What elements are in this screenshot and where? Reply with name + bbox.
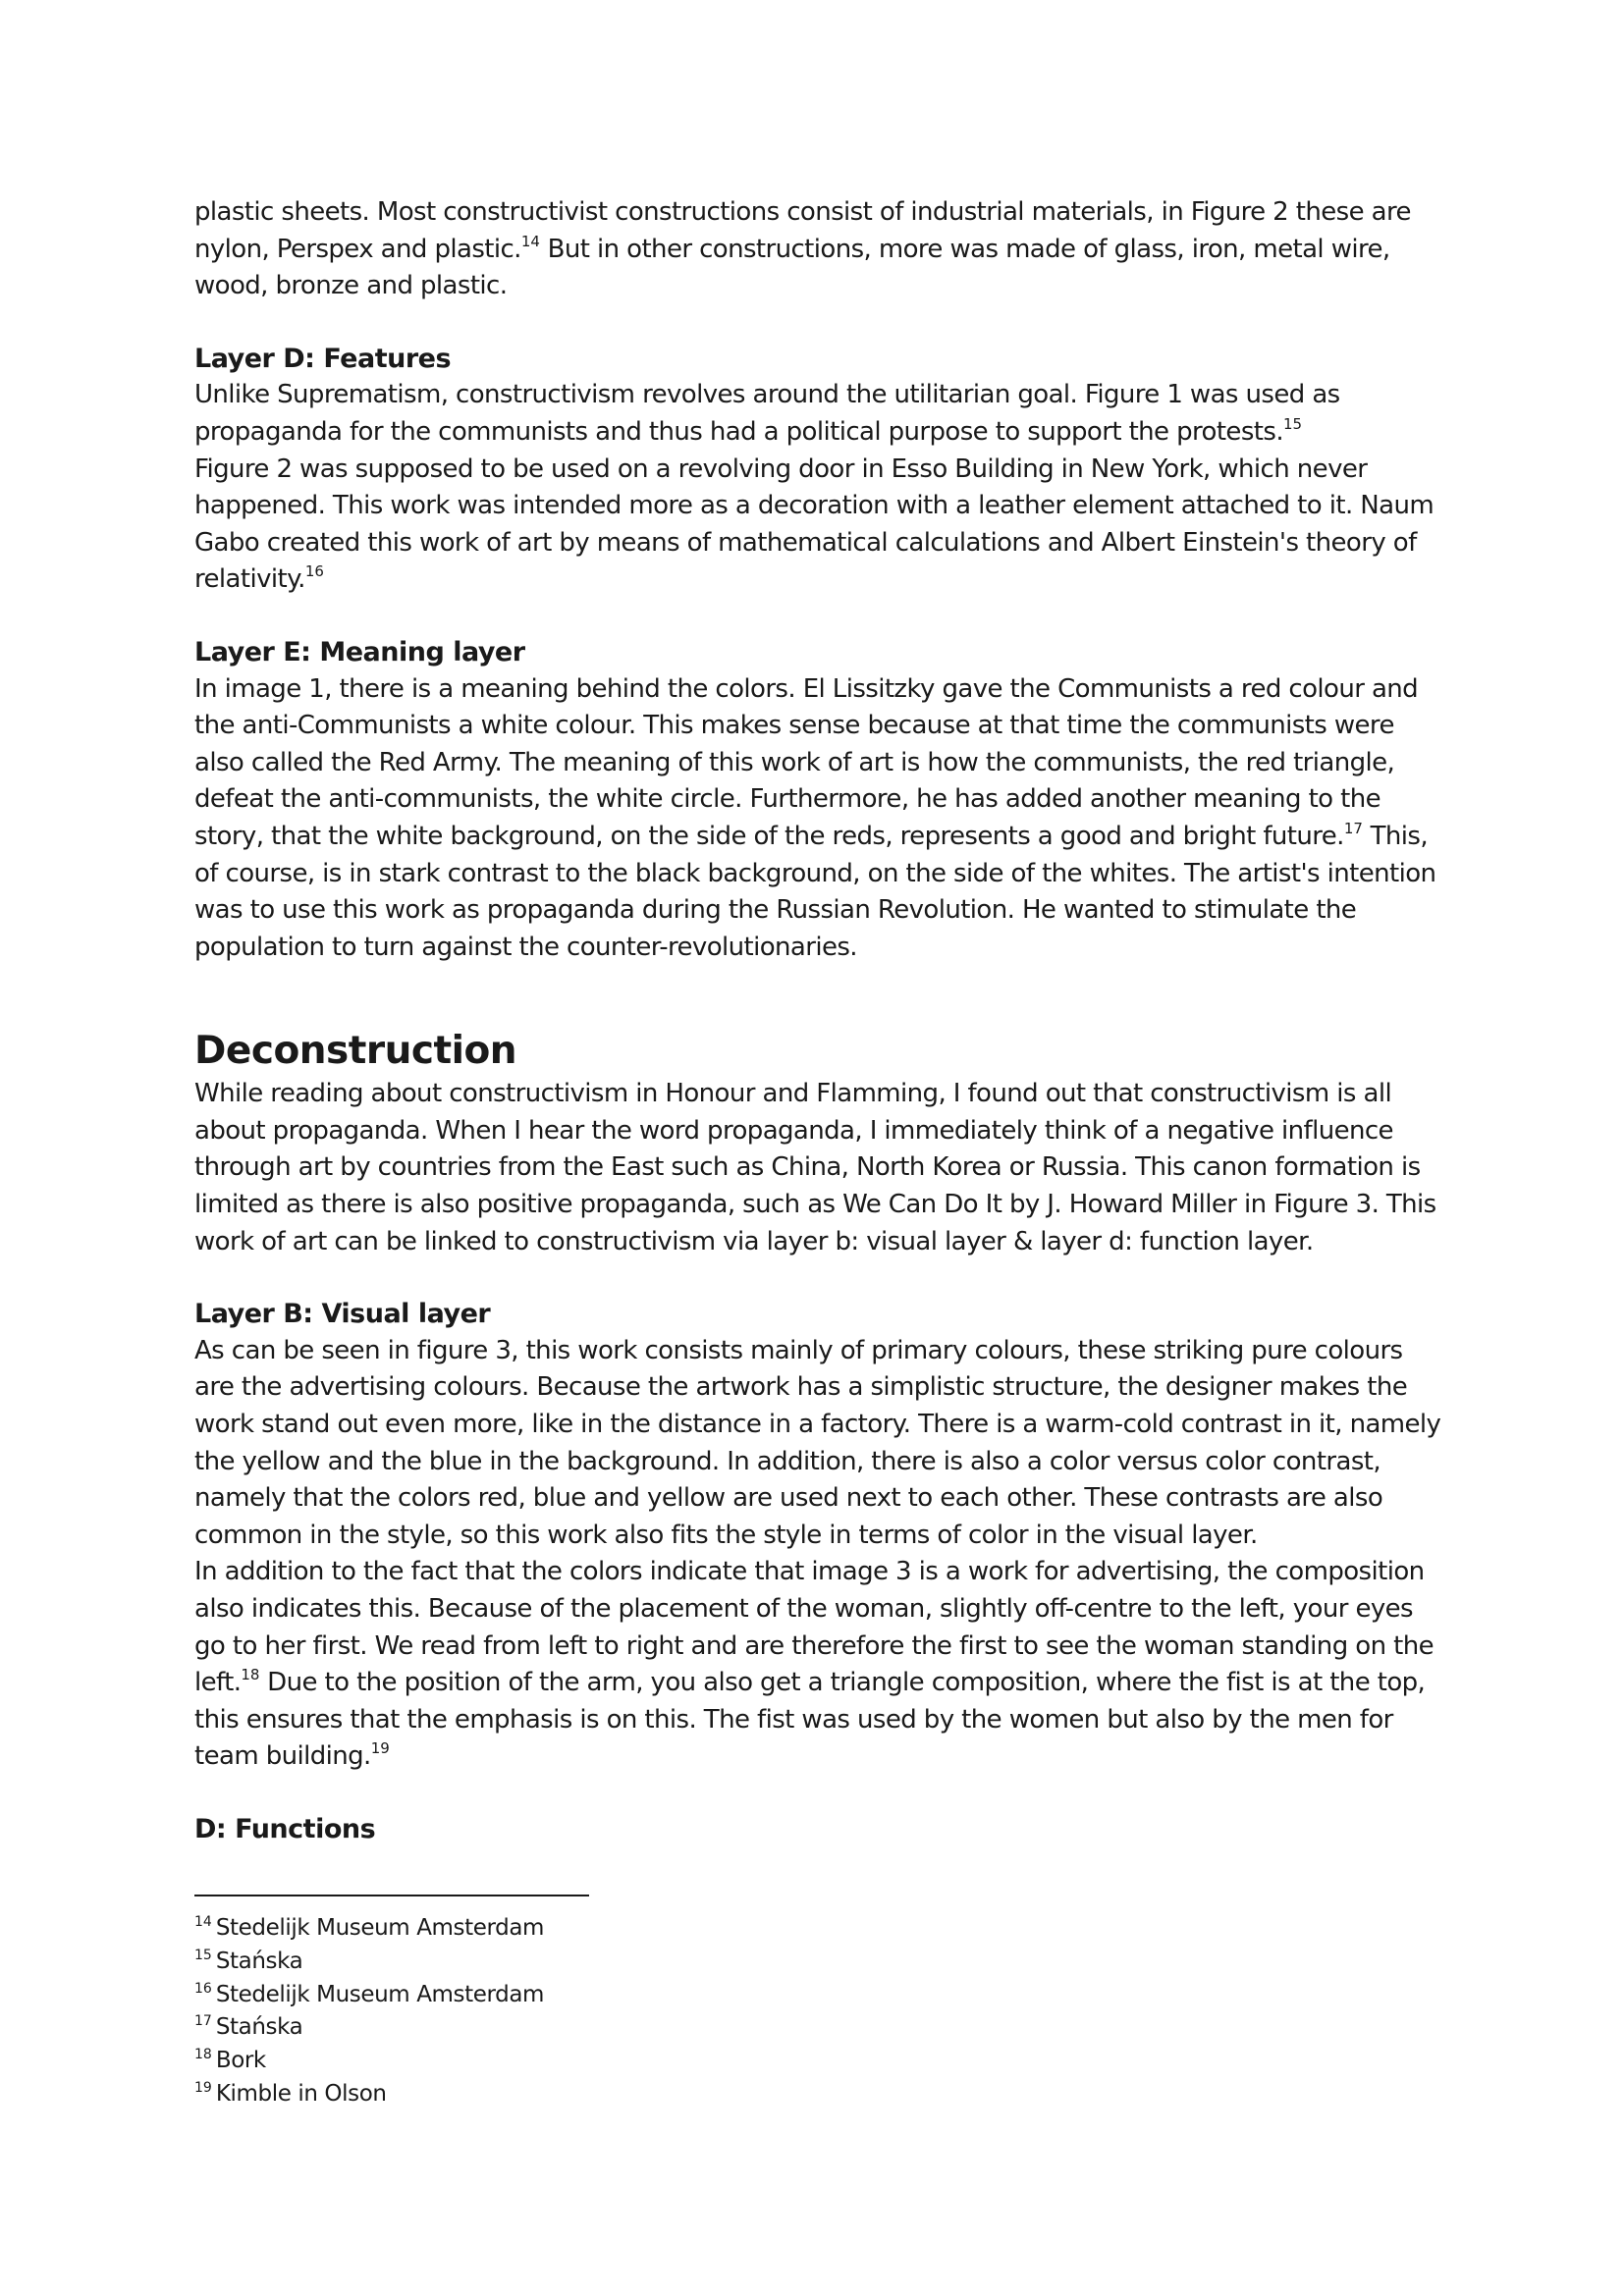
footnote-item xyxy=(194,1979,1441,2012)
d-functions-heading: D: Functions xyxy=(194,1813,376,1844)
footnote-number: 18 xyxy=(194,2047,212,2063)
layer-e-heading: Layer E: Meaning layer xyxy=(194,636,525,667)
layer-d-text-1: Unlike Suprematism, constructivism revolves around the utilitarian goal. Figure 1 was used as propaganda for the communists and thus had a political purpose to support the protests. xyxy=(194,380,1340,447)
body-content xyxy=(194,194,1441,1848)
footnote-text: Bork xyxy=(215,2048,266,2074)
layer-d-heading: Layer D: Features xyxy=(194,343,452,374)
footnote-text: Stedelijk Museum Amsterdam xyxy=(215,1981,545,2007)
footnote-text: Stańska xyxy=(215,2014,303,2041)
footnote-ref-19[interactable]: 19 xyxy=(370,1739,390,1758)
footnote-item xyxy=(194,2078,1441,2111)
deconstruction-paragraph: While reading about constructivism in Honour and Flamming, I found out that constructivism is all about propaganda. When I hear the word propaganda, I immediately think of a negative influence through art by countries from the East such as China, North Korea or Russia. This canon formation is limited as there is also positive propaganda, such as We Can Do It by J. Howard Miller in Figure 3. This work of art can be linked to constructivism via layer b: visual layer & layer d: function layer. xyxy=(194,1079,1436,1256)
footnote-text: Stańska xyxy=(215,1948,303,1974)
footnote-item xyxy=(194,1912,1441,1946)
layer-d-paragraph-1 xyxy=(194,377,1441,451)
footnote-ref-17[interactable]: 17 xyxy=(1343,819,1363,837)
footnote-number: 16 xyxy=(194,1980,212,1997)
footnotes-section xyxy=(194,1895,1441,2111)
layer-e-text-2: This, of course, is in stark contrast to the black background, on the side of the whites. The artist's intention was to use this work as propaganda during the Russian Revolution. He wanted to stimulate the population to turn against the counter-revolutionaries. xyxy=(194,821,1436,962)
footnote-ref-14[interactable]: 14 xyxy=(520,232,540,250)
footnote-text: Stedelijk Museum Amsterdam xyxy=(215,1915,545,1941)
intro-text-2: But in other constructions, more was made of glass, iron, metal wire, wood, bronze and plastic. xyxy=(194,234,1390,301)
footnote-separator xyxy=(194,1895,589,1896)
footnote-number: 17 xyxy=(194,2013,212,2030)
deconstruction-heading: Deconstruction xyxy=(194,1029,517,1074)
footnote-ref-18[interactable]: 18 xyxy=(241,1666,260,1684)
footnote-number: 15 xyxy=(194,1947,212,1963)
layer-b-paragraph-1: As can be seen in figure 3, this work consists mainly of primary colours, these striking pure colours are the advertising colours. Because the artwork has a simplistic structure, the designer makes the work stand out even more, like in the distance in a factory. There is a warm-cold contrast in it, namely the yellow and the blue in the background. In addition, there is also a color versus color contrast, namely that the colors red, blue and yellow are used next to each other. These contrasts are also common in the style, so this work also fits the style in terms of color in the visual layer. xyxy=(194,1335,1441,1550)
layer-d-paragraph-2 xyxy=(194,452,1441,599)
layer-e-text-1: In image 1, there is a meaning behind the colors. El Lissitzky gave the Communists a red colour and the anti-Communists a white colour. This makes sense because at that time the communists were also called the Red Army. The meaning of this work of art is how the communists, the red triangle, defeat the anti-communists, the white circle. Furthermore, he has added another meaning to the story, that the white background, on the side of the reds, represents a good and bright future. xyxy=(194,673,1419,851)
footnote-number: 14 xyxy=(194,1914,212,1930)
footnote-number: 19 xyxy=(194,2079,212,2096)
layer-b-text-1: In addition to the fact that the colors indicate that image 3 is a work for advertising, the composition also indicates this. Because of the placement of the woman, slightly off-centre to the left, your eyes go to her first. We read from left to right and are therefore the first to see the woman standing on the left. xyxy=(194,1557,1434,1698)
footnote-ref-15[interactable]: 15 xyxy=(1282,414,1303,433)
footnote-ref-16[interactable]: 16 xyxy=(304,562,324,581)
footnote-item xyxy=(194,2045,1441,2078)
layer-b-text-2: Due to the position of the arm, you also get a triangle composition, where the fist is at the top, this ensures that the emphasis is on this. The fist was used by the women but also by the men for team building. xyxy=(194,1668,1426,1772)
footnote-item xyxy=(194,2011,1441,2045)
intro-paragraph xyxy=(194,194,1441,305)
layer-b-heading: Layer B: Visual layer xyxy=(194,1299,491,1330)
layer-e-paragraph xyxy=(194,671,1441,967)
footnote-text: Kimble in Olson xyxy=(215,2080,387,2107)
layer-b-paragraph-2 xyxy=(194,1554,1441,1776)
footnote-item xyxy=(194,1946,1441,1979)
intro-text-1: plastic sheets. Most constructivist constructions consist of industrial materials, in Figure 2 these are nylon, Perspex and plastic. xyxy=(194,197,1411,264)
layer-d-text-2: Figure 2 was supposed to be used on a revolving door in Esso Building in New York, which never happened. This work was intended more as a decoration with a leather element attached to it. Naum Gabo created this work of art by means of mathematical calculations and Albert Einstein's theory of relativity. xyxy=(194,454,1435,595)
